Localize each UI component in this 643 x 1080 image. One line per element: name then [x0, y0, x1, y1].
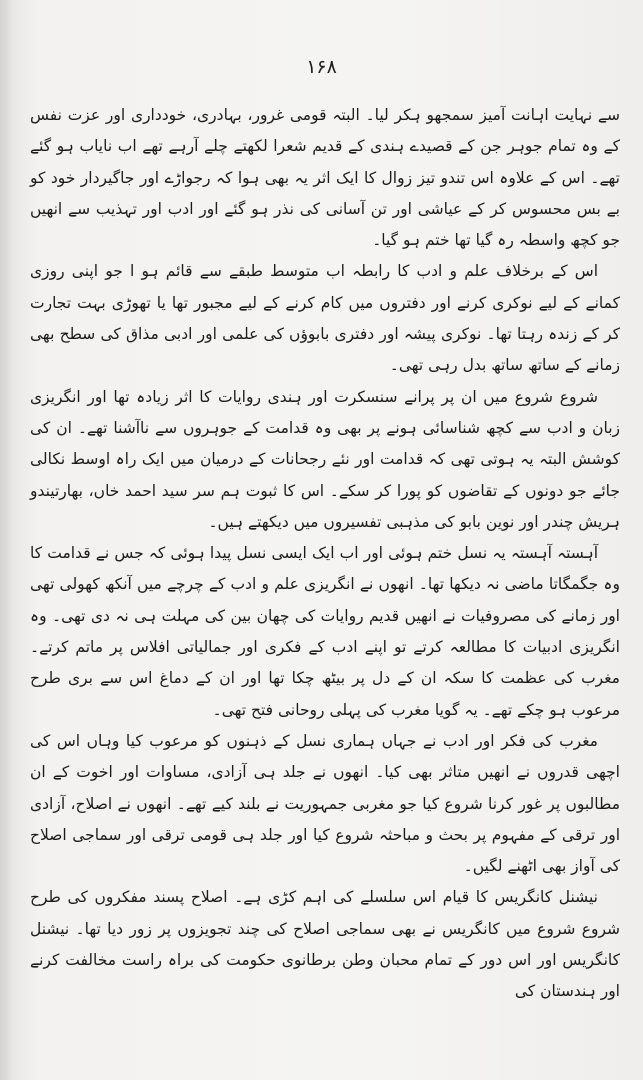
paragraph-2: اس کے برخلاف علم و ادب کا رابطہ اب متوسط طبقے سے قائم ہو ا جو اپنی روزی کمانے کے لیے نوکری کرنے اور دفتروں میں کام کرنے کے لیے مجبور تھا یا تھوڑی بہت تجارت کر کے زندہ رہتا تھا۔ نوکری پیشہ اور دفتری بابوؤں کی علمی اور ادبی مذاق کی سطح بھی زمانے کے ساتھ ساتھ بدل رہی تھی۔: [30, 262, 620, 375]
paragraph-3: شروع شروع میں ان پر پرانے سنسکرت اور ہندی روایات کا اثر زیادہ تھا اور انگریزی زبان و ادب سے کچھ شناسائی ہونے پر بھی وہ قدامت کے جوہروں سے ناآشنا تھے۔ ان کی کوشش البتہ یہ ہوتی تھی کہ قدامت اور نئے رجحانات کے درمیان میں ایک راہ اوسط نکالی جائے جو دونوں کے تقاضوں کو پورا کر سکے۔ اس کا ثبوت ہم سر سید احمد خاں، بھارتیندو ہریش چندر اور نوین بابو کی مذہبی تفسیروں میں دیکھتے ہیں۔: [30, 387, 620, 531]
page-edge-shadow: [0, 0, 14, 1080]
paragraph-5: مغرب کی فکر اور ادب نے جہاں ہماری نسل کے ذہنوں کو مرعوب کیا وہاں اس کی اچھی قدروں نے انھیں متاثر بھی کیا۔ انھوں نے جلد ہی آزادی، مساوات اور اخوت کے ان مطالبوں پر غور کرنا شروع کیا جو مغربی جمہوریت نے بلند کیے تھے۔ انھوں نے اصلاح، آزادی اور ترقی کے مفہوم پر بحث و مباحثہ شروع کیا اور جلد ہی قومی ترقی اور سماجی اصلاح کی آواز بھی اٹھنے لگیں۔: [30, 731, 620, 876]
paragraph-6: نیشنل کانگریس کا قیام اس سلسلے کی اہم کڑی ہے۔ اصلاح پسند مفکروں کی طرح شروع شروع میں کانگریس نے بھی سماجی اصلاح کی چند تجویزوں پر زور دیا تھا۔ نیشنل کانگریس اور اس دور کے تمام محبان وطن برطانوی حکومت کی براہ راست مخالفت کرنے اور ہندستان کی: [30, 888, 620, 1001]
body-text: [30, 100, 620, 1008]
paragraph-1: سے نہایت اہانت آمیز سمجھو ہکر لیا۔ البتہ قومی غرور، بہادری، خودداری اور عزت نفس کے وہ تمام جوہر جن کے قصیدے ہندی کے قدیم شعرا لکھتے چلے آرہے تھے اب نایاب ہو گئے تھے۔ اس کے علاوہ اس تندو تیز زوال کا ایک اثر یہ بھی ہوا کہ رجواڑے اور جاگیردار خود کو بے بس محسوس کر کے عیاشی اور تن آسانی کی نذر ہو گئے اور ادب اور تہذیب سے انھیں جو کچھ واسطہ رہ گیا تھا ختم ہو گیا۔: [30, 106, 620, 250]
page-number: ۱۶۸: [306, 56, 337, 78]
paragraph-4: آہستہ آہستہ یہ نسل ختم ہوئی اور اب ایک ایسی نسل پیدا ہوئی کہ جس نے قدامت کا وہ جگمگاتا ماضی نہ دیکھا تھا۔ انھوں نے انگریزی علم و ادب کے چرچے میں آنکھ کھولی تھی اور زمانے کی مصروفیات نے انھیں قدیم روایات کی چھان بین کی مہلت ہی نہ دی تھی۔ وہ انگریزی ادبیات کا مطالعہ کرتے تو اپنے ادب کے فکری اور جمالیاتی افلاس پر ماتم کرتے۔ مغرب کی عظمت کا سکہ ان کے دل پر بیٹھ چکا تھا اور ان کے دماغ اس سے بری طرح مرعوب ہو چکے تھے۔ یہ گویا مغرب کی پہلی روحانی فتح تھی۔: [30, 544, 620, 719]
